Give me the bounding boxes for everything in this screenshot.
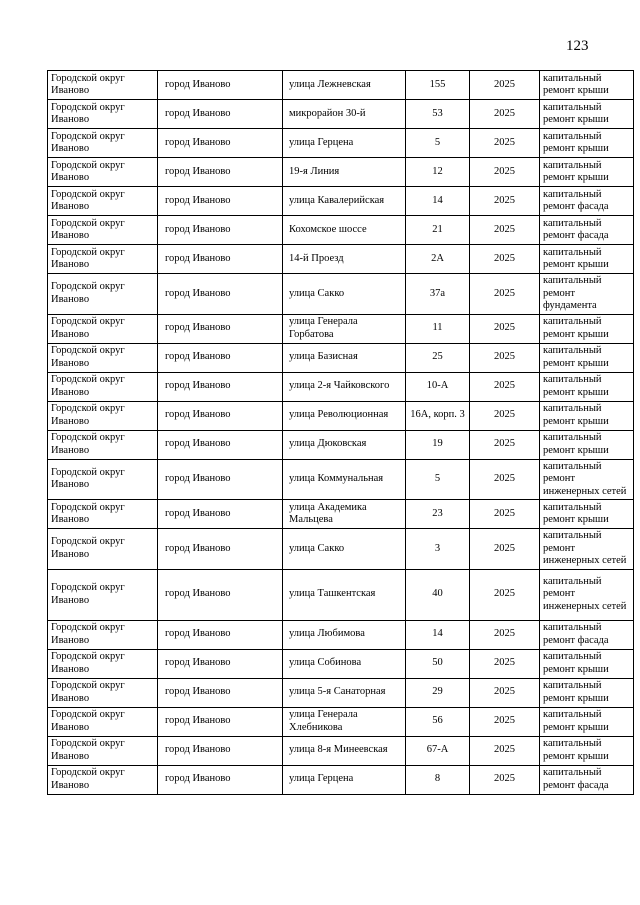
house-number-cell: 155 [406, 71, 470, 100]
house-number-cell: 21 [406, 216, 470, 245]
table-row [48, 274, 634, 315]
house-number-cell: 53 [406, 100, 470, 129]
table-row [48, 765, 634, 794]
table-row [48, 187, 634, 216]
street-cell: улица Дюковская [283, 430, 406, 459]
table-row [48, 401, 634, 430]
work-type-cell: капитальный ремонт крыши [540, 158, 634, 187]
house-number-cell: 67-А [406, 736, 470, 765]
work-type-cell: капитальный ремонт крыши [540, 71, 634, 100]
year-cell: 2025 [470, 765, 540, 794]
year-cell: 2025 [470, 620, 540, 649]
street-cell: улица Сакко [283, 274, 406, 315]
street-cell: улица Кавалерийская [283, 187, 406, 216]
street-cell: улица Революционная [283, 401, 406, 430]
municipality-cell: Городской округ Иваново [48, 216, 158, 245]
work-type-cell: капитальный ремонт инженерных сетей [540, 459, 634, 500]
street-cell: улица Базисная [283, 343, 406, 372]
year-cell: 2025 [470, 216, 540, 245]
house-number-cell: 56 [406, 707, 470, 736]
municipality-cell: Городской округ Иваново [48, 187, 158, 216]
table-row [48, 343, 634, 372]
street-cell: улица 8-я Минеевская [283, 736, 406, 765]
house-number-cell: 14 [406, 620, 470, 649]
municipality-cell: Городской округ Иваново [48, 500, 158, 529]
year-cell: 2025 [470, 100, 540, 129]
work-type-cell: капитальный ремонт крыши [540, 314, 634, 343]
municipality-cell: Городской округ Иваново [48, 245, 158, 274]
table-row [48, 620, 634, 649]
house-number-cell: 23 [406, 500, 470, 529]
year-cell: 2025 [470, 343, 540, 372]
city-cell: город Иваново [158, 736, 283, 765]
table-row [48, 529, 634, 570]
year-cell: 2025 [470, 649, 540, 678]
repair-table [47, 70, 634, 795]
house-number-cell: 10-А [406, 372, 470, 401]
city-cell: город Иваново [158, 274, 283, 315]
street-cell: улица Генерала Горбатова [283, 314, 406, 343]
municipality-cell: Городской округ Иваново [48, 649, 158, 678]
city-cell: город Иваново [158, 187, 283, 216]
year-cell: 2025 [470, 430, 540, 459]
municipality-cell: Городской округ Иваново [48, 620, 158, 649]
municipality-cell: Городской округ Иваново [48, 430, 158, 459]
street-cell: улица Герцена [283, 765, 406, 794]
street-cell: 19-я Линия [283, 158, 406, 187]
city-cell: город Иваново [158, 401, 283, 430]
work-type-cell: капитальный ремонт инженерных сетей [540, 529, 634, 570]
municipality-cell: Городской округ Иваново [48, 100, 158, 129]
work-type-cell: капитальный ремонт крыши [540, 401, 634, 430]
city-cell: город Иваново [158, 372, 283, 401]
work-type-cell: капитальный ремонт фасада [540, 620, 634, 649]
page-number: 123 [566, 38, 589, 54]
year-cell: 2025 [470, 529, 540, 570]
city-cell: город Иваново [158, 129, 283, 158]
street-cell: улица Ташкентская [283, 569, 406, 620]
table-row [48, 736, 634, 765]
work-type-cell: капитальный ремонт крыши [540, 500, 634, 529]
municipality-cell: Городской округ Иваново [48, 707, 158, 736]
year-cell: 2025 [470, 245, 540, 274]
table-row [48, 707, 634, 736]
city-cell: город Иваново [158, 620, 283, 649]
table-row [48, 372, 634, 401]
work-type-cell: капитальный ремонт крыши [540, 372, 634, 401]
municipality-cell: Городской округ Иваново [48, 129, 158, 158]
house-number-cell: 11 [406, 314, 470, 343]
table-row [48, 649, 634, 678]
municipality-cell: Городской округ Иваново [48, 314, 158, 343]
work-type-cell: капитальный ремонт крыши [540, 343, 634, 372]
house-number-cell: 5 [406, 129, 470, 158]
municipality-cell: Городской округ Иваново [48, 765, 158, 794]
year-cell: 2025 [470, 459, 540, 500]
table-row [48, 500, 634, 529]
city-cell: город Иваново [158, 100, 283, 129]
table-row [48, 314, 634, 343]
city-cell: город Иваново [158, 569, 283, 620]
street-cell: улица Герцена [283, 129, 406, 158]
table-row [48, 430, 634, 459]
year-cell: 2025 [470, 274, 540, 315]
city-cell: город Иваново [158, 678, 283, 707]
work-type-cell: капитальный ремонт крыши [540, 678, 634, 707]
city-cell: город Иваново [158, 765, 283, 794]
city-cell: город Иваново [158, 158, 283, 187]
work-type-cell: капитальный ремонт крыши [540, 736, 634, 765]
work-type-cell: капитальный ремонт фасада [540, 216, 634, 245]
municipality-cell: Городской округ Иваново [48, 372, 158, 401]
city-cell: город Иваново [158, 649, 283, 678]
street-cell: микрорайон 30-й [283, 100, 406, 129]
municipality-cell: Городской округ Иваново [48, 459, 158, 500]
year-cell: 2025 [470, 129, 540, 158]
year-cell: 2025 [470, 678, 540, 707]
year-cell: 2025 [470, 372, 540, 401]
work-type-cell: капитальный ремонт фасада [540, 765, 634, 794]
house-number-cell: 12 [406, 158, 470, 187]
work-type-cell: капитальный ремонт крыши [540, 707, 634, 736]
year-cell: 2025 [470, 187, 540, 216]
street-cell: улица Собинова [283, 649, 406, 678]
house-number-cell: 16А, корп. 3 [406, 401, 470, 430]
table-row [48, 245, 634, 274]
table-row [48, 71, 634, 100]
city-cell: город Иваново [158, 71, 283, 100]
year-cell: 2025 [470, 71, 540, 100]
street-cell: улица Академика Мальцева [283, 500, 406, 529]
table-row [48, 129, 634, 158]
year-cell: 2025 [470, 736, 540, 765]
table-row [48, 216, 634, 245]
city-cell: город Иваново [158, 343, 283, 372]
municipality-cell: Городской округ Иваново [48, 158, 158, 187]
street-cell: улица Генерала Хлебникова [283, 707, 406, 736]
year-cell: 2025 [470, 500, 540, 529]
work-type-cell: капитальный ремонт фасада [540, 187, 634, 216]
municipality-cell: Городской округ Иваново [48, 736, 158, 765]
city-cell: город Иваново [158, 314, 283, 343]
municipality-cell: Городской округ Иваново [48, 71, 158, 100]
table-row [48, 100, 634, 129]
municipality-cell: Городской округ Иваново [48, 678, 158, 707]
house-number-cell: 8 [406, 765, 470, 794]
city-cell: город Иваново [158, 245, 283, 274]
house-number-cell: 29 [406, 678, 470, 707]
work-type-cell: капитальный ремонт крыши [540, 245, 634, 274]
work-type-cell: капитальный ремонт крыши [540, 649, 634, 678]
street-cell: 14-й Проезд [283, 245, 406, 274]
street-cell: улица Сакко [283, 529, 406, 570]
table-row [48, 158, 634, 187]
year-cell: 2025 [470, 707, 540, 736]
municipality-cell: Городской округ Иваново [48, 401, 158, 430]
work-type-cell: капитальный ремонт фундамента [540, 274, 634, 315]
year-cell: 2025 [470, 569, 540, 620]
house-number-cell: 37а [406, 274, 470, 315]
table-body [48, 71, 634, 795]
street-cell: улица Лежневская [283, 71, 406, 100]
municipality-cell: Городской округ Иваново [48, 569, 158, 620]
house-number-cell: 3 [406, 529, 470, 570]
work-type-cell: капитальный ремонт инженерных сетей [540, 569, 634, 620]
municipality-cell: Городской округ Иваново [48, 529, 158, 570]
year-cell: 2025 [470, 401, 540, 430]
street-cell: улица Коммунальная [283, 459, 406, 500]
street-cell: улица 5-я Санаторная [283, 678, 406, 707]
street-cell: улица Любимова [283, 620, 406, 649]
house-number-cell: 2А [406, 245, 470, 274]
city-cell: город Иваново [158, 529, 283, 570]
table-row [48, 459, 634, 500]
city-cell: город Иваново [158, 216, 283, 245]
city-cell: город Иваново [158, 707, 283, 736]
work-type-cell: капитальный ремонт крыши [540, 430, 634, 459]
table-row [48, 569, 634, 620]
house-number-cell: 25 [406, 343, 470, 372]
city-cell: город Иваново [158, 500, 283, 529]
city-cell: город Иваново [158, 430, 283, 459]
table-row [48, 678, 634, 707]
street-cell: улица 2-я Чайковского [283, 372, 406, 401]
year-cell: 2025 [470, 314, 540, 343]
house-number-cell: 5 [406, 459, 470, 500]
municipality-cell: Городской округ Иваново [48, 274, 158, 315]
year-cell: 2025 [470, 158, 540, 187]
work-type-cell: капитальный ремонт крыши [540, 129, 634, 158]
street-cell: Кохомское шоссе [283, 216, 406, 245]
municipality-cell: Городской округ Иваново [48, 343, 158, 372]
house-number-cell: 14 [406, 187, 470, 216]
house-number-cell: 19 [406, 430, 470, 459]
city-cell: город Иваново [158, 459, 283, 500]
house-number-cell: 50 [406, 649, 470, 678]
house-number-cell: 40 [406, 569, 470, 620]
work-type-cell: капитальный ремонт крыши [540, 100, 634, 129]
